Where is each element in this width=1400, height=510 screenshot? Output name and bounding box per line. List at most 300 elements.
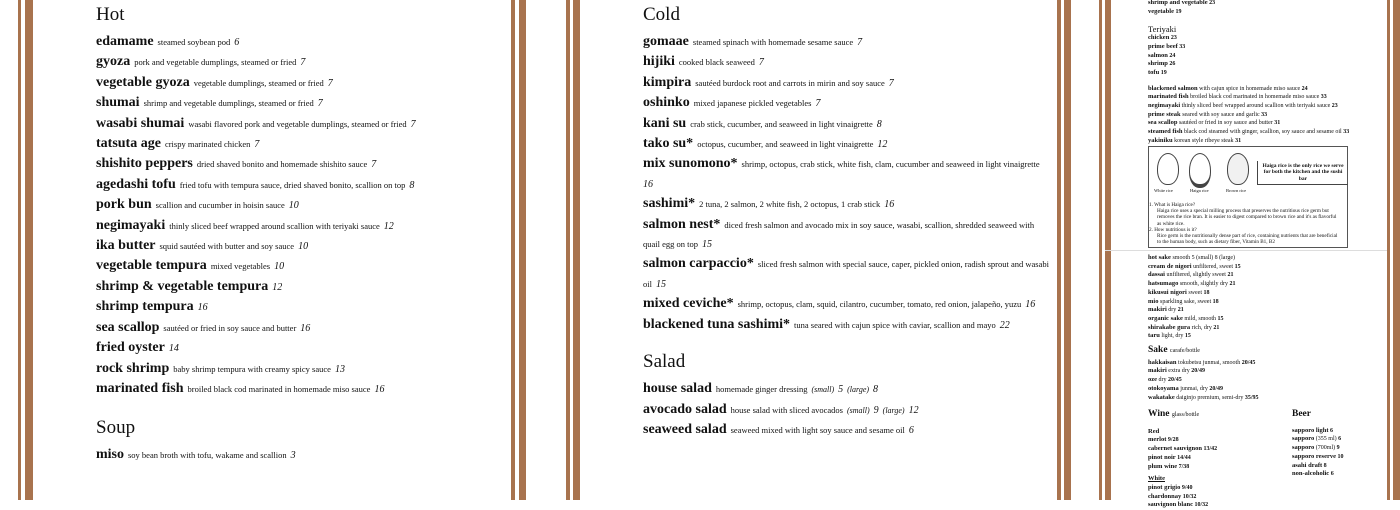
item-description: house salad with sliced avocados (730, 404, 843, 415)
item-price: 10 (1337, 453, 1344, 460)
item-price: 15 (1184, 333, 1191, 340)
item-name: pinot noir (1148, 453, 1176, 461)
item-price: 21 (1227, 272, 1234, 279)
menu-item (1148, 298, 1378, 307)
item-price: 8 (1214, 255, 1218, 261)
menu-item (96, 216, 505, 236)
item-description: cooked black seaweed (678, 57, 755, 68)
item-description: broiled black cod marinated in homemade miso sauce (187, 383, 371, 394)
item-name: mix sunomono* (643, 156, 738, 172)
item-description: thinly sliced beef wrapped around scallion with teriyaki sauce (169, 220, 380, 231)
border-stripe (1387, 0, 1400, 500)
item-price: 9 (1336, 445, 1340, 452)
item-price: 22 (999, 319, 1010, 331)
item-name: gyoza (96, 54, 131, 70)
item-description: homemade ginger dressing (715, 384, 808, 395)
item-name: shrimp & vegetable tempura (96, 278, 269, 294)
menu-item (96, 256, 505, 276)
soup-list (96, 445, 505, 465)
item-price: 7 (317, 98, 323, 110)
item-name: prime beef (1148, 42, 1178, 50)
item-name: tako su* (643, 136, 694, 152)
menu-item (96, 195, 505, 215)
menu-page-middle (586, 0, 1052, 500)
item-description: tuna seared with cajun spice with caviar, scallion and mayo (794, 319, 996, 330)
stripe-gap (515, 0, 519, 500)
item-description: dry (1168, 307, 1177, 314)
item-name: vegetable gyoza (96, 74, 190, 90)
faq-question: 1. What is Haiga rice? (1149, 202, 1196, 208)
item-description: sparkling sake, sweet (1159, 298, 1212, 305)
menu-item (1148, 463, 1278, 472)
item-price: 12 (272, 281, 283, 293)
menu-item (643, 154, 1052, 194)
item-price: 10/32 (1194, 502, 1209, 509)
teriyaki-title: Teriyaki (1148, 24, 1177, 35)
menu-item (643, 254, 1052, 294)
item-name: sauvignon blanc (1148, 501, 1193, 509)
item-name: vegetable tempura (96, 258, 207, 274)
white-rice-grain-icon (1157, 153, 1179, 185)
haiga-faq (1149, 202, 1341, 245)
item-description: vegetable dumplings, steamed or fried (193, 77, 324, 88)
item-description: unfiltered, sweet (1193, 263, 1234, 270)
brown-rice-grain-icon (1227, 153, 1249, 185)
item-price: 7 (300, 57, 306, 69)
item-description: black cod steamed with ginger, scallion, soy sauce and sesame oil (1183, 129, 1342, 136)
item-description: steamed soybean pod (157, 37, 231, 47)
item-description: crab stick, cucumber, and seaweed in light vinaigrette (690, 118, 873, 129)
menu-item (1148, 332, 1378, 341)
item-name: hakkaisan (1148, 358, 1177, 366)
item-description: mild, smooth (1184, 315, 1217, 322)
item-price: 16 (643, 178, 653, 190)
item-name: taru (1148, 332, 1160, 340)
menu-item (96, 445, 505, 465)
wine-title: Wine (1148, 409, 1170, 419)
item-name: blackened tuna sashimi* (643, 316, 791, 332)
item-description: smooth, slightly dry (1179, 281, 1229, 288)
haiga-callout: Haiga rice is the only rice we serve for both the kitchen and the sushi bar (1257, 161, 1348, 185)
item-name: chardonnay (1148, 492, 1182, 500)
item-price: 20/45 (1241, 359, 1256, 366)
item-price: 24 (1169, 52, 1176, 59)
item-price: 21 (1213, 324, 1220, 331)
divider (1105, 250, 1387, 251)
menu-item (643, 400, 1052, 420)
item-description: junmai, dry (1180, 385, 1208, 392)
menu-item (1148, 263, 1378, 272)
item-name: shrimp and vegetable (1148, 0, 1208, 6)
item-name: kimpira (643, 74, 692, 90)
menu-item (1148, 34, 1378, 43)
size-label: (large) (847, 385, 870, 395)
stripe-gap (570, 0, 573, 500)
item-description: extra dry (1168, 368, 1190, 375)
item-price: 12 (877, 139, 888, 151)
item-description: soy bean broth with tofu, wakame and scallion (128, 450, 287, 461)
menu-item (1148, 493, 1278, 502)
white-rice-label: White rice (1154, 188, 1173, 193)
menu-item (643, 315, 1052, 335)
menu-item (1148, 315, 1378, 324)
item-price: 9/28 (1167, 437, 1179, 444)
item-price: 21 (1177, 307, 1184, 314)
menu-item (1148, 0, 1378, 8)
item-name: sapporo reserve (1292, 452, 1336, 460)
item-description: shrimp, octopus, crab stick, white fish, clam, cucumber and seaweed in light vinaigrette (741, 159, 1040, 170)
beer-title: Beer (1292, 409, 1311, 419)
item-description: (700ml) (1315, 445, 1336, 452)
menu-item (643, 420, 1052, 440)
item-price: 12 (383, 220, 394, 232)
item-description: scallion and cucumber in hoisin sauce (155, 200, 285, 211)
item-name: makiri (1148, 306, 1167, 314)
stripe-gap (1390, 0, 1393, 500)
item-description: korean style ribeye steak (1174, 137, 1234, 144)
brown-rice-label: Brown rice (1226, 188, 1247, 193)
menu-item (1148, 128, 1378, 137)
faq-answer: Rice germ is the nutritionally dense part of rice, containing nutrients that are beneficial to the human body, such as dietary fiber, Vitamin B1, B2 (1157, 233, 1338, 246)
item-name: shirakabe gura (1148, 323, 1191, 331)
sake-subtitle: carafe/bottle (1169, 348, 1200, 355)
menu-item (1148, 324, 1378, 333)
item-name: miso (96, 447, 124, 463)
menu-item (1148, 8, 1378, 17)
item-description: seared with soy sauce and garlic (1182, 111, 1260, 118)
item-description: steamed spinach with homemade sesame sauce (692, 37, 854, 47)
item-price: 10/32 (1182, 493, 1197, 500)
haiga-rice-grain-icon (1189, 153, 1211, 188)
item-price: 24 (1301, 85, 1308, 92)
menu-item (1148, 289, 1378, 298)
item-price: 7 (327, 77, 333, 89)
item-name: hatsumago (1148, 280, 1179, 288)
item-name: organic sake (1148, 314, 1183, 322)
item-price: 33 (1179, 43, 1186, 50)
item-price: 19 (1160, 69, 1167, 76)
item-name: marinated fish (96, 380, 184, 396)
item-name: kikusui nigori (1148, 288, 1187, 296)
item-description: rich, dry (1191, 324, 1212, 331)
menu-item (1292, 462, 1382, 471)
menu-item (1292, 470, 1382, 479)
item-description: shrimp, octopus, clam, squid, cilantro, cucumber, tomato, red onion, jalapeño, yuzu (737, 299, 1022, 310)
item-price: 18 (1203, 289, 1210, 296)
item-price: 16 (300, 322, 311, 334)
item-name: shrimp (1148, 60, 1168, 68)
sake-heading (1148, 347, 1378, 356)
menu-item (1148, 102, 1378, 111)
item-price: 6 (908, 424, 914, 436)
menu-item (1148, 280, 1378, 289)
item-name: wakatake (1148, 393, 1175, 401)
menu-item (643, 294, 1052, 314)
item-description: light, dry (1161, 333, 1184, 340)
item-name: merlot (1148, 436, 1167, 444)
item-price: 7 (254, 139, 260, 151)
menu-item (1148, 271, 1378, 280)
item-price: 13 (334, 363, 345, 375)
item-price: 14/44 (1177, 454, 1191, 461)
item-price: 10 (288, 200, 299, 212)
menu-item (96, 379, 505, 399)
section-title-soup: Soup (96, 417, 136, 439)
item-name: edamame (96, 34, 154, 49)
item-description: diced fresh salmon and avocado mix in soy sauce, wasabi, scallion, shredded seaweed with quail egg on top (643, 219, 1035, 250)
menu-item (643, 114, 1052, 134)
menu-item (643, 32, 1052, 52)
item-name: otokoyama (1148, 384, 1179, 392)
item-description: unfiltered, slightly sweet (1166, 272, 1226, 279)
menu-item (1148, 69, 1378, 78)
item-price: 14 (168, 343, 179, 355)
menu-item (1148, 43, 1378, 52)
item-name: mio (1148, 297, 1159, 305)
menu-item (1148, 376, 1378, 385)
wine-block (1148, 405, 1278, 510)
item-description: tokubetsu junmai, smooth (1178, 359, 1241, 366)
item-description: with cajun spice in homemade miso sauce (1199, 85, 1301, 92)
menu-item (96, 32, 505, 52)
item-name: plum wine (1148, 462, 1178, 470)
item-price: 31 (1235, 137, 1242, 144)
menu-item (96, 338, 505, 358)
menu-item (96, 154, 505, 174)
menu-item (96, 114, 505, 134)
item-name: prime steak (1148, 110, 1181, 118)
item-name: pork bun (96, 197, 152, 213)
item-name: cabernet sauvignon (1148, 445, 1202, 453)
menu-item (1148, 445, 1278, 454)
item-description: mixed vegetables (210, 261, 271, 272)
item-price: 15 (702, 239, 713, 251)
item-description: broiled black cod marinated in homemade miso sauce (1190, 94, 1320, 101)
menu-item (1292, 444, 1382, 453)
item-price: 7/38 (1178, 463, 1190, 470)
menu-item (1148, 137, 1378, 146)
menu-item (1148, 385, 1378, 394)
faq-question: 2. How nutritious is it? (1149, 226, 1197, 233)
item-price: 20/49 (1209, 385, 1224, 392)
item-name: oshinko (643, 95, 690, 111)
menu-item (96, 52, 505, 72)
item-description: sautéed or fried in soy sauce and butter (163, 322, 297, 333)
item-name: salmon nest* (643, 216, 721, 232)
item-price: 12 (908, 404, 919, 416)
red-title: Red (1148, 427, 1160, 435)
item-name: cream de nigori (1148, 262, 1192, 270)
size-label: (small) (811, 385, 835, 395)
menu-item (96, 277, 505, 297)
white-title: White (1148, 475, 1165, 483)
item-description: pork and vegetable dumplings, steamed or fried (134, 57, 297, 68)
item-name: chicken (1148, 34, 1170, 42)
item-name: asahi draft (1292, 461, 1323, 469)
item-price: 21 (1229, 281, 1236, 288)
sake-title: Sake (1148, 345, 1168, 356)
menu-item (1148, 52, 1378, 61)
item-price: 15 (655, 278, 666, 290)
menu-item (96, 175, 505, 195)
item-name: mixed ceviche* (643, 296, 734, 312)
item-name: ika butter (96, 238, 156, 254)
item-price: 35/95 (1244, 394, 1259, 401)
item-price: 6 (234, 37, 240, 48)
item-price: 23 (1209, 0, 1216, 6)
menu-item (96, 318, 505, 338)
item-price: 10 (298, 241, 309, 253)
item-name: agedashi tofu (96, 176, 176, 192)
size-label: (small) (846, 405, 870, 415)
menu-item (1292, 453, 1382, 462)
item-description: seaweed mixed with light soy sauce and sesame oil (730, 424, 905, 435)
item-description: dried shaved bonito and homemade shishito sauce (196, 159, 368, 170)
item-price: 6 (1330, 427, 1334, 434)
menu-item (1148, 436, 1278, 445)
item-price: 7 (888, 77, 894, 89)
menu-item (96, 73, 505, 93)
faq-answer: Haiga rice uses a special milling process that preserves the nutritious rice germ but removes the rice bran. It is easier to digest compared to brown rice and it's as flavorful as white rice. (1157, 208, 1337, 227)
item-name: house salad (643, 381, 712, 397)
item-name: yakiniku (1148, 136, 1173, 144)
menu-item (643, 93, 1052, 113)
size-label: (large) (882, 405, 905, 415)
item-name: non-alcoholic (1292, 470, 1330, 478)
border-stripe (566, 0, 580, 500)
item-name: hot sake (1148, 254, 1171, 261)
menu-item (1148, 85, 1378, 94)
item-price: 16 (197, 302, 208, 314)
item-price: 8 (409, 179, 415, 191)
menu-item (643, 73, 1052, 93)
hot-list (96, 32, 505, 399)
item-name: oze (1148, 376, 1158, 384)
item-name: sapporo light (1292, 426, 1329, 434)
wine-subtitle: glass/bottle (1171, 412, 1200, 418)
menu-item (96, 93, 505, 113)
menu-item (643, 134, 1052, 154)
item-price: 6 (1338, 436, 1342, 443)
item-description: sliced fresh salmon with special sauce, caper, pickled onion, radish sprout and wasabi oil (643, 259, 1049, 289)
salad-list (643, 379, 1052, 440)
item-description: octopus, cucumber, and seaweed in light vinaigrette (697, 139, 874, 150)
menu-item (1148, 60, 1378, 69)
menu-item (1148, 93, 1378, 102)
item-price: 20/45 (1168, 377, 1182, 384)
item-description: shrimp and vegetable dumplings, steamed or fried (143, 98, 314, 109)
size-label: (large) (1219, 255, 1235, 261)
item-name: sea scallop (1148, 119, 1178, 127)
item-description: daiginjo premium, semi-dry (1176, 394, 1244, 401)
item-price: 9/40 (1181, 484, 1193, 491)
item-description: sautéed burdock root and carrots in mirin and soy sauce (695, 77, 885, 88)
stripe-gap (21, 0, 25, 500)
item-name: tofu (1148, 68, 1160, 76)
menu-item (1148, 306, 1378, 315)
item-name: wasabi shumai (96, 115, 185, 131)
item-price: 9 (873, 404, 879, 416)
right-top-block (1148, 0, 1378, 146)
item-price: 8 (1323, 462, 1327, 469)
item-name: sashimi* (643, 196, 696, 212)
item-price: 7 (857, 37, 863, 48)
item-description: thinly sliced beef wrapped around scallion with teriyaki sauce (1181, 103, 1331, 110)
item-description: sweet (1188, 289, 1203, 296)
menu-item (96, 236, 505, 256)
wine-heading (1148, 411, 1278, 420)
size-label: (small) (1196, 255, 1214, 261)
item-price: 33 (1343, 129, 1350, 136)
item-price: 5 (1191, 255, 1195, 261)
menu-item (96, 134, 505, 154)
beer-block (1292, 405, 1382, 479)
item-description: sautéed or fried in soy sauce and butter (1178, 120, 1273, 127)
item-name: negimayaki (96, 217, 166, 233)
section-title-salad: Salad (643, 351, 686, 373)
cold-list (643, 32, 1052, 335)
haiga-rice-label: Haiga rice (1190, 188, 1209, 193)
item-name: makiri (1148, 367, 1167, 375)
item-name: salmon carpaccio* (643, 256, 754, 272)
item-name: shrimp tempura (96, 299, 194, 315)
menu-item (1148, 367, 1378, 376)
item-price: 20/49 (1191, 368, 1205, 375)
item-description: fried tofu with tempura sauce, dried shaved bonito, scallion on top (179, 179, 406, 190)
item-description: (355 ml) (1315, 436, 1337, 443)
item-name: rock shrimp (96, 360, 170, 376)
item-description: 2 tuna, 2 salmon, 2 white fish, 2 octopus, 1 crab stick (699, 199, 881, 210)
item-price: 23 (1331, 103, 1338, 110)
item-name: fried oyster (96, 340, 165, 356)
item-price: 5 (838, 384, 844, 396)
item-price: 18 (1212, 298, 1219, 305)
item-price: 33 (1261, 111, 1268, 118)
menu-item (1148, 454, 1278, 463)
item-price: 13/42 (1203, 446, 1218, 453)
item-name: gomaae (643, 34, 689, 49)
item-description: wasabi flavored pork and vegetable dumplings, steamed or fried (188, 118, 407, 129)
menu-item (1148, 119, 1378, 128)
section-title-hot: Hot (96, 4, 125, 25)
section-title-cold: Cold (643, 4, 680, 25)
item-price: 10 (274, 261, 285, 273)
item-price: 16 (884, 199, 895, 211)
item-name: hijiki (643, 54, 675, 70)
item-price: 7 (815, 98, 821, 110)
item-name: tatsuta age (96, 136, 161, 152)
item-price: 16 (374, 383, 385, 395)
item-name: marinated fish (1148, 93, 1189, 101)
menu-item (1148, 254, 1378, 263)
item-name: kani su (643, 115, 687, 131)
item-name: blackened salmon (1148, 84, 1198, 92)
right-sake-block (1148, 254, 1378, 402)
menu-item (1148, 394, 1378, 403)
stripe-gap (1061, 0, 1064, 500)
item-description: baby shrimp tempura with creamy spicy sauce (173, 363, 331, 374)
item-price: 15 (1217, 315, 1224, 322)
haiga-info-box (1148, 146, 1348, 248)
menu-item (1148, 501, 1278, 510)
item-price: 15 (1234, 263, 1241, 270)
item-name: shishito peppers (96, 156, 193, 172)
item-name: sapporo (1292, 435, 1315, 443)
menu-item (96, 359, 505, 379)
item-price: 8 (873, 384, 879, 396)
item-price: 19 (1175, 8, 1182, 15)
item-price: 6 (1330, 471, 1334, 478)
